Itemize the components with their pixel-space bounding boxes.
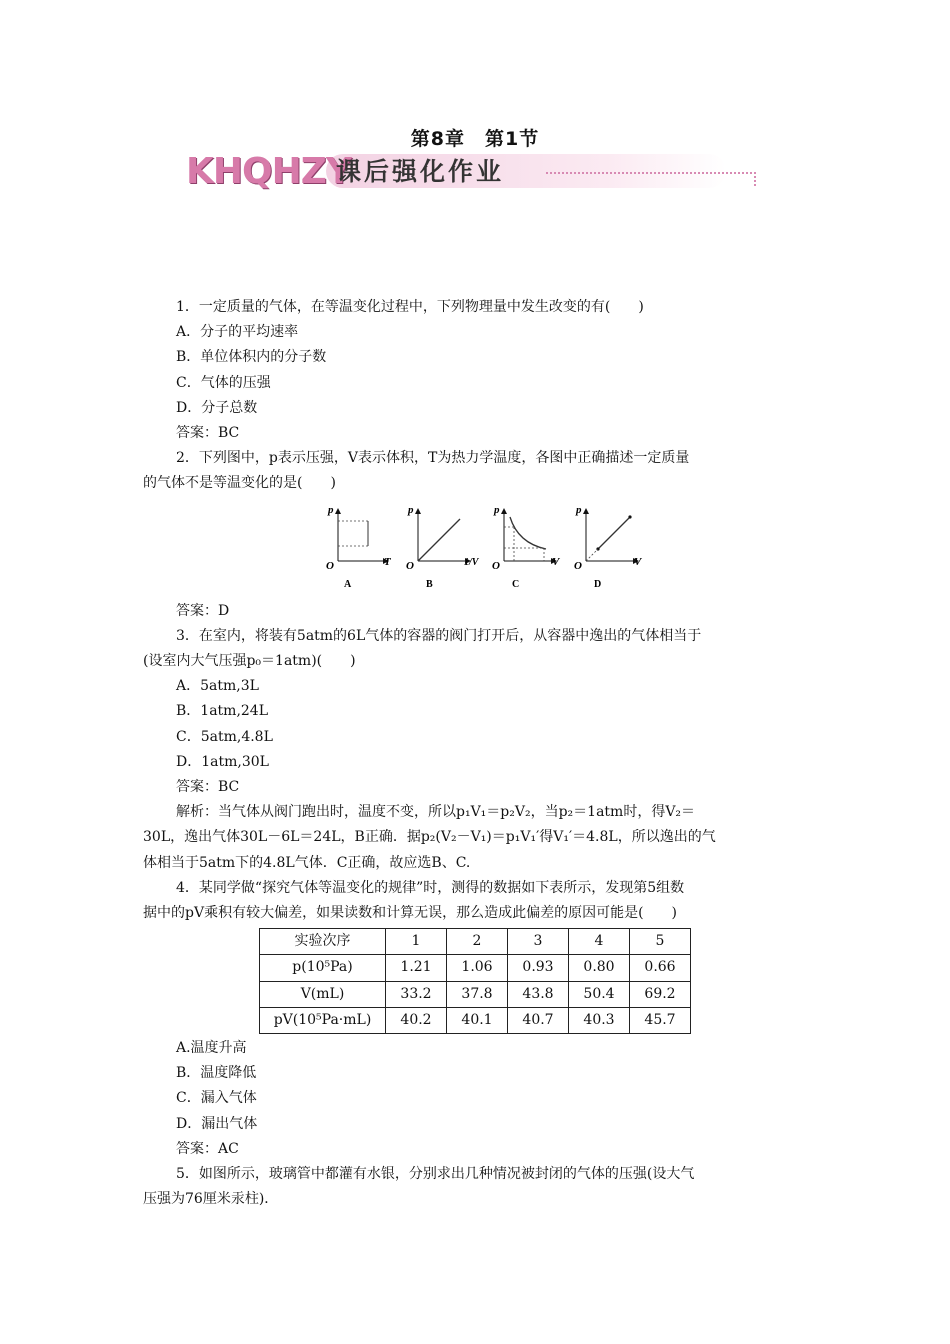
figure-b: [406, 504, 480, 590]
q4-data-table: [259, 928, 691, 1034]
q4-option-d: D．漏出气体: [176, 1115, 258, 1132]
figure-a-origin: O: [326, 559, 334, 572]
table-header-cell: 3: [508, 929, 569, 955]
table-header-row: [260, 929, 691, 955]
table-cell: 45.7: [630, 1007, 691, 1033]
table-cell: 0.80: [569, 955, 630, 981]
q3-analysis-line2: 30L，逸出气体30L－6L＝24L，B正确．据p₂(V₂－V₁)＝p₁V₁′得V₁′＝4.8L，所以逸出的气: [143, 829, 716, 846]
figure-c-label: C: [512, 578, 520, 590]
q5-stem-line2: 压强为76厘米汞柱)．: [143, 1191, 279, 1208]
q3-option-c: C．5atm,4.8L: [176, 728, 273, 745]
exercise-content: [143, 295, 808, 1213]
figure-a-y-label: p: [328, 503, 334, 516]
q3-stem-line2: (设室内大气压强p₀＝1atm)( ): [143, 653, 356, 670]
banner-dotted-tick: [754, 172, 756, 186]
table-cell: 40.3: [569, 1007, 630, 1033]
table-cell: 43.8: [508, 981, 569, 1007]
q4-option-c: C．漏入气体: [176, 1090, 257, 1107]
table-cell: 40.1: [447, 1007, 508, 1033]
figure-b-y-label: p: [408, 503, 414, 516]
figure-d-label: D: [594, 578, 602, 590]
q1-option-a: A．分子的平均速率: [176, 324, 299, 341]
banner-code: KHQHZY: [186, 151, 351, 192]
q3-analysis-line1: 解析：当气体从阀门跑出时，温度不变，所以p₁V₁＝p₂V₂，当p₂＝1atm时，得V₂＝: [176, 804, 696, 821]
q1-option-c: C．气体的压强: [176, 374, 271, 391]
table-row: [260, 981, 691, 1007]
table-header-cell: 2: [447, 929, 508, 955]
q5-stem-line1: 5．如图所示，玻璃管中都灌有水银，分别求出几种情况被封闭的气体的压强(设大气: [176, 1166, 695, 1183]
q4-option-a: A.温度升高: [176, 1040, 247, 1057]
table-cell: pV(10⁵Pa·mL): [260, 1007, 386, 1033]
q3-analysis-line3: 体相当于5atm下的4.8L气体．C正确，故应选B、C.: [143, 854, 471, 871]
figure-c-x-label: V: [552, 555, 560, 568]
figure-d-origin: O: [574, 559, 582, 572]
q4-answer: 答案：AC: [176, 1140, 239, 1157]
table-header-cell: 实验次序: [260, 929, 386, 955]
table-cell: 0.66: [630, 955, 691, 981]
table-row: [260, 955, 691, 981]
table-header-cell: 1: [386, 929, 447, 955]
figure-d: [574, 504, 643, 590]
q3-answer: 答案：BC: [176, 779, 240, 796]
table-cell: 1.21: [386, 955, 447, 981]
q2-figures: [143, 499, 808, 599]
figure-d-y-label: p: [576, 503, 582, 516]
table-cell: 37.8: [447, 981, 508, 1007]
table-cell: 0.93: [508, 955, 569, 981]
q1-answer: 答案：BC: [176, 425, 240, 442]
table-row: [260, 1007, 691, 1033]
q1-option-d: D．分子总数: [176, 399, 258, 416]
q2-stem-line1: 2．下列图中，p表示压强，V表示体积，T为热力学温度，各图中正确描述一定质量: [176, 450, 690, 467]
q1-stem: 1．一定质量的气体，在等温变化过程中，下列物理量中发生改变的有( ): [176, 299, 644, 315]
table-cell: 1.06: [447, 955, 508, 981]
figure-d-x-label: V: [634, 555, 642, 568]
figure-a-label: A: [344, 578, 352, 590]
banner-dotted-line: [546, 172, 756, 174]
q2-answer: 答案：D: [176, 602, 230, 619]
q4-option-b: B．温度降低: [176, 1065, 257, 1082]
figure-c-origin: O: [492, 559, 500, 572]
figure-c: [492, 504, 561, 590]
q3-stem-line1: 3．在室内，将装有5atm的6L气体的容器的阀门打开后，从容器中逸出的气体相当于: [176, 627, 702, 644]
q1-option-b: B．单位体积内的分子数: [176, 349, 327, 366]
figure-c-y-label: p: [494, 503, 500, 516]
table-cell: 33.2: [386, 981, 447, 1007]
q4-stem-line1: 4．某同学做“探究气体等温变化的规律”时，测得的数据如下表所示，发现第5组数: [176, 879, 685, 896]
table-cell: V(mL): [260, 981, 386, 1007]
table-cell: 40.2: [386, 1007, 447, 1033]
q3-option-d: D．1atm,30L: [176, 753, 269, 770]
table-cell: 69.2: [630, 981, 691, 1007]
q3-option-b: B．1atm,24L: [176, 703, 269, 720]
figure-a: [326, 504, 392, 590]
table-header-cell: 4: [569, 929, 630, 955]
q3-option-a: A．5atm,3L: [176, 678, 259, 695]
table-cell: 50.4: [569, 981, 630, 1007]
q4-stem-line2: 据中的pV乘积有较大偏差，如果读数和计算无误，那么造成此偏差的原因可能是( ): [143, 905, 677, 922]
figure-b-x-label: 1/V: [464, 556, 479, 568]
table-header-cell: 5: [630, 929, 691, 955]
banner-label: 课后强化作业: [336, 157, 505, 186]
figure-b-label: B: [426, 578, 433, 590]
homework-banner: [186, 152, 786, 196]
figure-b-origin: O: [406, 559, 414, 572]
q2-stem-line2: 的气体不是等温变化的是( ): [143, 475, 336, 492]
table-cell: p(10⁵Pa): [260, 955, 386, 981]
figure-a-x-label: T: [384, 555, 391, 568]
table-cell: 40.7: [508, 1007, 569, 1033]
chapter-title: 第8章 第1节: [410, 128, 540, 150]
